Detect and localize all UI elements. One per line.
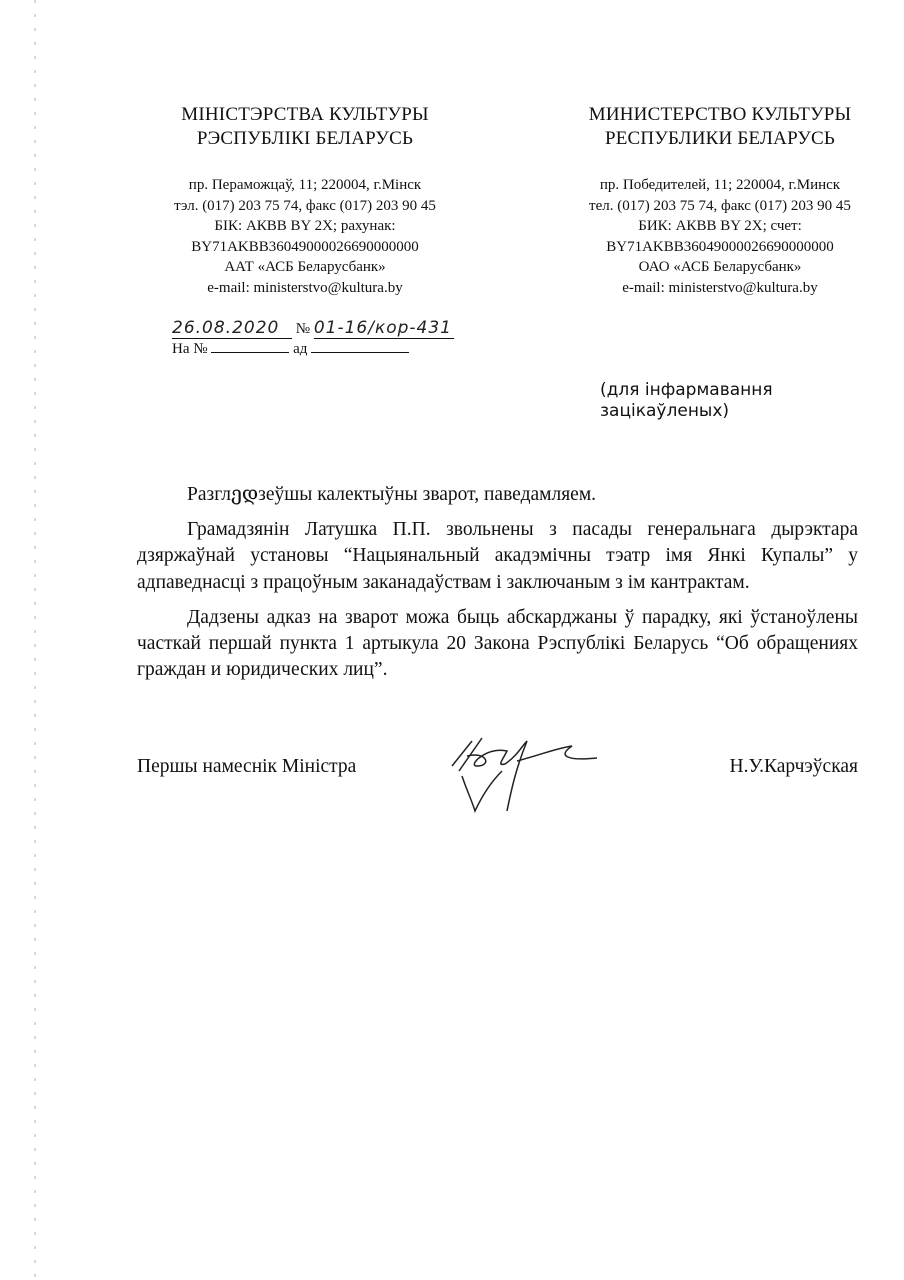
address-line: BY71AKBB36049000026690000000 — [606, 238, 834, 255]
address-line: BY71AKBB36049000026690000000 — [191, 238, 419, 255]
number-label: № — [295, 321, 311, 337]
address-block-be — [135, 175, 475, 298]
letterhead-belarusian — [135, 103, 475, 298]
ref-label: На № — [172, 341, 208, 357]
paragraph: Разглედзеўшы калектыўны зварот, паведамляем. — [187, 484, 597, 505]
address-line: тел. (017) 203 75 74, факс (017) 203 90 45 — [589, 197, 851, 214]
recipient-line: (для інфармавання — [600, 380, 773, 400]
paragraph: Дадзены адказ на зварот можа быць абскарджаны ў парадку, які ўстаноўлены часткай першай пункта 1 артыкула 20 Закона Рэспублікі Беларусь “Об обращениях граждан и юридических лиц”. — [137, 606, 858, 681]
address-line: БІК: АКВВ BY 2Х; рахунак: — [214, 218, 396, 234]
address-block-ru — [550, 175, 890, 298]
address-line: БИК: АКВВ BY 2Х; счет: — [638, 218, 802, 234]
title-line: РЕСПУБЛИКИ БЕЛАРУСЬ — [604, 128, 835, 149]
title-line: МІНІСТЭРСТВА КУЛЬТУРЫ — [181, 104, 429, 125]
title-line: МИНИСТЕРСТВО КУЛЬТУРЫ — [588, 104, 852, 125]
handwritten-signature — [447, 736, 617, 816]
address-line: пр. Победителей, 11; 220004, г.Минск — [599, 177, 841, 193]
title-line: РЭСПУБЛІКІ БЕЛАРУСЬ — [196, 128, 414, 149]
paragraph: Грамадзянін Латушка П.П. звольнены з пасады генеральнага дырэктара дзяржаўнай установы “Нацыянальный акадэмічны тэатр імя Янкі Купалы” у адпаведнасці з працоўным заканадаўствам і заключаным з ім кантрактам. — [137, 519, 858, 593]
handwritten-date: 26.08.2020 — [172, 318, 292, 339]
address-line: ОАО «АСБ Беларусбанк» — [638, 259, 802, 275]
scan-margin-artifact — [34, 0, 36, 1280]
letter-body — [137, 482, 858, 692]
letterhead-russian — [550, 103, 890, 298]
signatory-name: Н.У.Карчэўская — [729, 756, 858, 777]
address-line: ААТ «АСБ Беларусбанк» — [224, 259, 386, 275]
address-line: тэл. (017) 203 75 74, факс (017) 203 90 45 — [174, 197, 436, 214]
handwritten-number: 01-16/кор-431 — [313, 318, 452, 338]
signatory-position: Першы намеснік Міністра — [137, 756, 357, 777]
ref-number-blank — [211, 338, 289, 353]
address-line: e-mail: ministerstvo@kultura.by — [207, 279, 403, 296]
ref-date-blank — [311, 338, 409, 353]
recipient-line: зацікаўленых) — [600, 401, 730, 421]
registration-line — [172, 318, 454, 339]
address-line: пр. Пераможцаў, 11; 220004, г.Мінск — [188, 177, 422, 193]
recipient-block — [600, 380, 773, 422]
reference-line — [172, 338, 409, 358]
ministry-title-be — [135, 103, 475, 151]
ministry-title-ru — [550, 103, 890, 151]
ref-from-label: ад — [293, 341, 308, 357]
address-line: e-mail: ministerstvo@kultura.by — [622, 279, 818, 296]
